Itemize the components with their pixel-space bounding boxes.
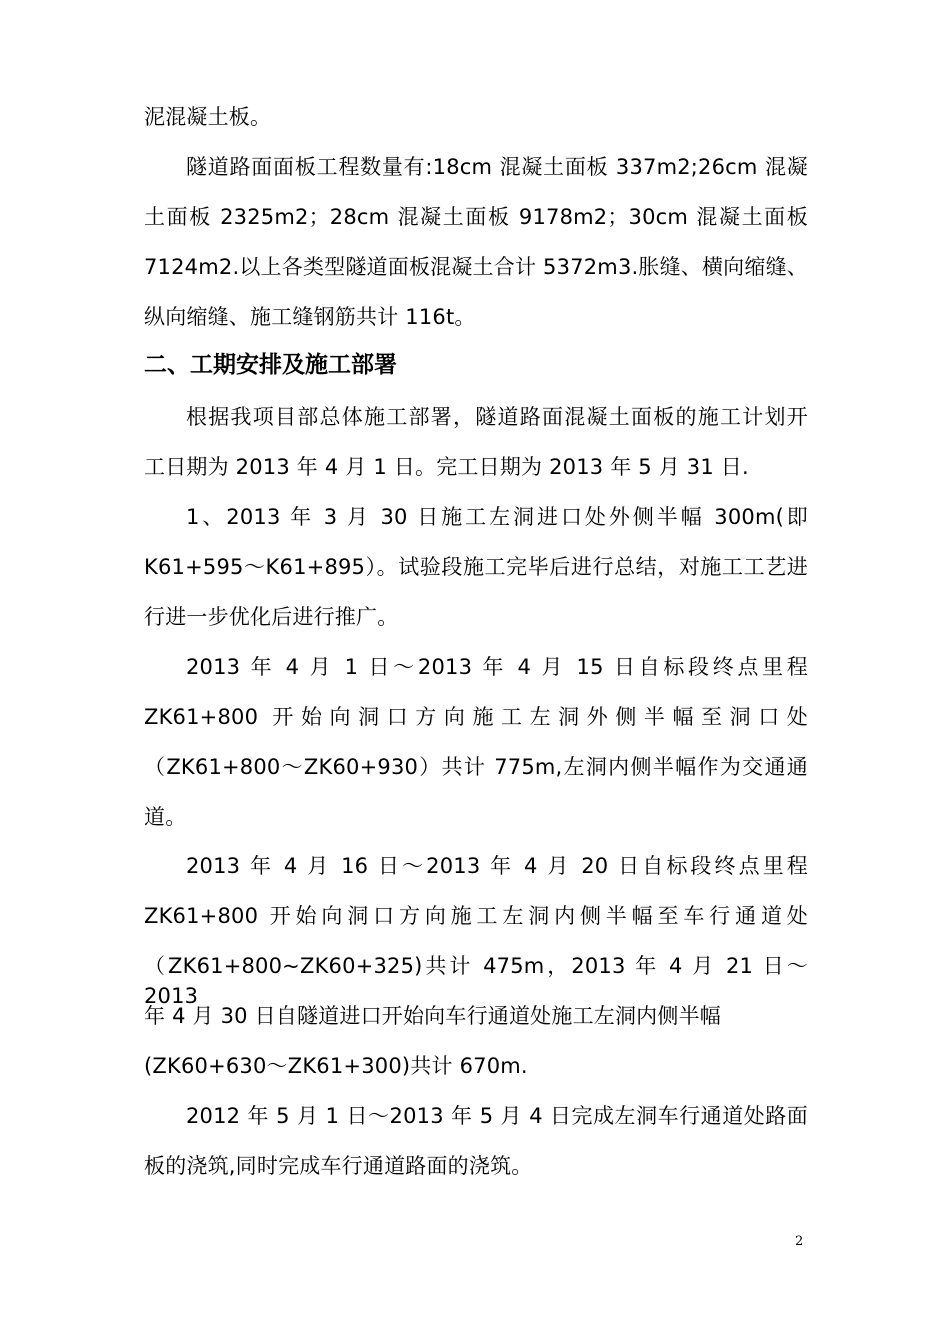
text-line: 泥混凝土板。 [144,105,272,129]
text-line: 土面板 2325m2；28cm 混凝土面板 9178m2；30cm 混凝土面板 [144,205,808,229]
text-line: 工日期为 2013 年 4 月 1 日。完工日期为 2013 年 5 月 31 日. [144,455,749,479]
text-line: 1、2013 年 3 月 30 日施工左洞进口处外侧半幅 300m(即 [186,505,808,529]
text-line: 根据我项目部总体施工部署，隧道路面混凝土面板的施工计划开 [186,405,808,429]
text-line: 2013 年 4 月 1 日～2013 年 4 月 15 日自标段终点里程 [186,655,808,679]
section-heading: 二、工期安排及施工部署 [144,352,397,378]
text-line: K61+595～K61+895）。试验段施工完毕后进行总结，对施工工艺进 [144,555,808,579]
text-line: 板的浇筑,同时完成车行通道路面的浇筑。 [144,1154,533,1178]
page-number: 2 [795,1234,804,1249]
text-line: 2012 年 5 月 1 日～2013 年 5 月 4 日完成左洞车行通道处路面 [186,1104,808,1128]
text-line: 7124m2.以上各类型隧道面板混凝土合计 5372m3.胀缝、横向缩缝、 [144,255,808,279]
text-line: 隧道路面面板工程数量有:18cm 混凝土面板 337m2;26cm 混凝 [186,155,808,179]
text-line: ZK61+800 开始向洞口方向施工左洞内侧半幅至车行通道处 [144,904,808,928]
text-line: ZK61+800 开始向洞口方向施工左洞外侧半幅至洞口处 [144,705,808,729]
text-line: （ZK61+800~ZK60+325)共计 475m，2013 年 4 月 21 日～2013 [144,954,808,1008]
text-line: 年 4 月 30 日自隧道进口开始向车行通道处施工左洞内侧半幅 [144,1004,721,1028]
text-line: (ZK60+630～ZK61+300)共计 670m. [144,1054,528,1078]
text-line: （ZK61+800～ZK60+930）共计 775m,左洞内侧半幅作为交通通 [144,755,808,779]
text-line: 2013 年 4 月 16 日～2013 年 4 月 20 日自标段终点里程 [186,854,808,878]
text-line: 纵向缩缝、施工缝钢筋共计 116t。 [144,305,476,329]
text-line: 道。 [144,805,187,829]
text-line: 行进一步优化后进行推广。 [144,605,399,629]
